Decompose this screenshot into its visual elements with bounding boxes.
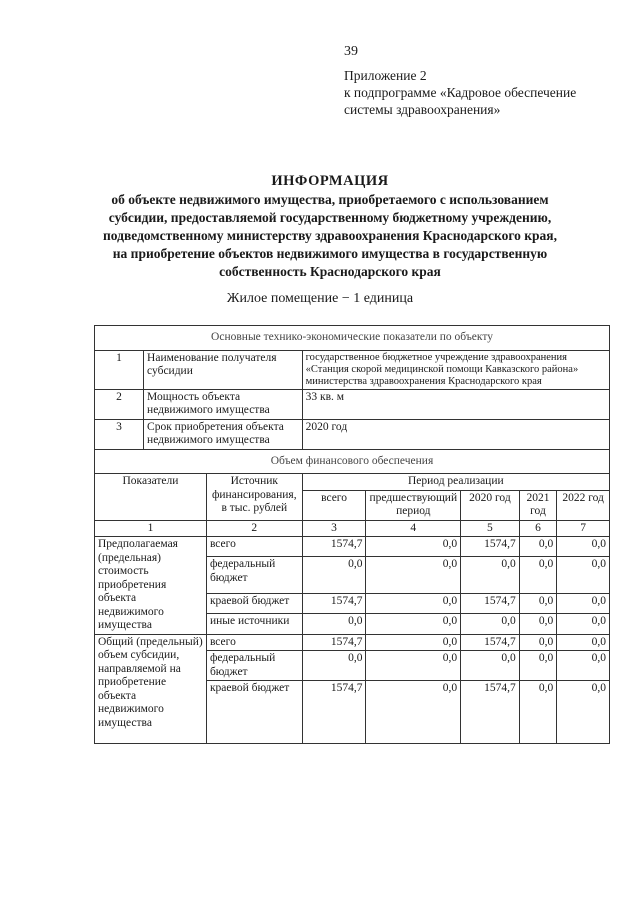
- row-label: Мощность объекта недвижимого имущества: [144, 389, 303, 419]
- section-header-row: [95, 326, 610, 351]
- value-2021: 0,0: [519, 537, 557, 557]
- value-2021: 0,0: [519, 681, 557, 744]
- value-2020: 1574,7: [461, 594, 520, 614]
- value-total: 1574,7: [302, 681, 366, 744]
- value-previous: 0,0: [366, 634, 461, 651]
- value-total: 0,0: [302, 614, 366, 634]
- column-header-previous: предшествующий период: [366, 490, 461, 520]
- value-2020: 1574,7: [461, 681, 520, 744]
- value-2020: 0,0: [461, 557, 520, 594]
- column-header-total: всего: [302, 490, 366, 520]
- table-row: [95, 350, 610, 389]
- row-value: 2020 год: [302, 419, 609, 449]
- source-label: всего: [206, 537, 302, 557]
- column-number: 7: [557, 520, 610, 537]
- value-2022: 0,0: [557, 594, 610, 614]
- column-header-period: Период реализации: [302, 474, 609, 491]
- value-2022: 0,0: [557, 557, 610, 594]
- row-label: Срок приобретения объекта недвижимого имущества: [144, 419, 303, 449]
- table-row: [95, 537, 610, 557]
- subtitle-line: на приобретение объектов недвижимого имущества в государственную: [112, 246, 548, 261]
- column-header-2020: 2020 год: [461, 490, 520, 520]
- column-number: 6: [519, 520, 557, 537]
- page-number: 39: [344, 44, 358, 59]
- appendix-line: Приложение 2: [344, 68, 427, 83]
- appendix-line: системы здравоохранения»: [344, 102, 501, 117]
- value-previous: 0,0: [366, 651, 461, 681]
- column-number: 1: [95, 520, 207, 537]
- column-header-2022: 2022 год: [557, 490, 610, 520]
- value-2021: 0,0: [519, 651, 557, 681]
- column-number: 5: [461, 520, 520, 537]
- column-number: 2: [206, 520, 302, 537]
- object-description: Жилое помещение − 1 единица: [226, 291, 414, 306]
- section-header: Основные технико-экономические показатели по объекту: [95, 326, 610, 351]
- value-total: 0,0: [302, 651, 366, 681]
- value-2022: 0,0: [557, 614, 610, 634]
- source-label: иные источники: [206, 614, 302, 634]
- appendix-note: [344, 67, 576, 118]
- row-number: 3: [95, 419, 144, 449]
- source-label: краевой бюджет: [206, 594, 302, 614]
- row-label: Наименование получателя субсидии: [144, 350, 303, 389]
- column-number-row: [95, 520, 610, 537]
- subtitle-line: об объекте недвижимого имущества, приобретаемого с использованием: [111, 192, 549, 207]
- document-heading: [60, 173, 600, 281]
- row-value: государственное бюджетное учреждение здравоохранения «Станция скорой медицинской помощи Кавказского района» министерства здравоохранения Краснодарского края: [302, 350, 609, 389]
- value-2022: 0,0: [557, 634, 610, 651]
- document-subtitle: [60, 191, 600, 281]
- column-number: 3: [302, 520, 366, 537]
- value-2020: 1574,7: [461, 634, 520, 651]
- value-2022: 0,0: [557, 537, 610, 557]
- row-number: 1: [95, 350, 144, 389]
- value-2022: 0,0: [557, 681, 610, 744]
- column-header-indicators: Показатели: [95, 474, 207, 521]
- value-2021: 0,0: [519, 614, 557, 634]
- column-number: 4: [366, 520, 461, 537]
- value-2021: 0,0: [519, 557, 557, 594]
- indicator-label: Общий (предельный) объем субсидии, направляемой на приобретение объекта недвижимого имущества: [95, 634, 207, 744]
- subtitle-line: подведомственному министерству здравоохранения Краснодарского края,: [103, 228, 557, 243]
- column-header-row: [95, 474, 610, 491]
- subtitle-line: собственность Краснодарского края: [219, 264, 441, 279]
- value-total: 1574,7: [302, 594, 366, 614]
- value-total: 1574,7: [302, 537, 366, 557]
- column-header-sources: Источник финансирования, в тыс. рублей: [206, 474, 302, 521]
- value-2022: 0,0: [557, 651, 610, 681]
- info-table: [94, 325, 610, 744]
- value-2021: 0,0: [519, 634, 557, 651]
- source-label: федеральный бюджет: [206, 651, 302, 681]
- value-2021: 0,0: [519, 594, 557, 614]
- value-2020: 0,0: [461, 651, 520, 681]
- source-label: всего: [206, 634, 302, 651]
- value-previous: 0,0: [366, 614, 461, 634]
- source-label: краевой бюджет: [206, 681, 302, 744]
- subtitle-line: субсидии, предоставляемой государственному бюджетному учреждению,: [108, 210, 552, 225]
- section-header-row: [95, 449, 610, 474]
- value-total: 1574,7: [302, 634, 366, 651]
- value-previous: 0,0: [366, 681, 461, 744]
- value-total: 0,0: [302, 557, 366, 594]
- value-2020: 0,0: [461, 614, 520, 634]
- value-2020: 1574,7: [461, 537, 520, 557]
- document-title: ИНФОРМАЦИЯ: [271, 173, 389, 189]
- table-row: [95, 634, 610, 651]
- table-row: [95, 419, 610, 449]
- table-row: [95, 389, 610, 419]
- value-previous: 0,0: [366, 557, 461, 594]
- source-label: федеральный бюджет: [206, 557, 302, 594]
- indicator-label: Предполагаемая (предельная) стоимость приобретения объекта недвижимого имущества: [95, 537, 207, 635]
- value-previous: 0,0: [366, 537, 461, 557]
- row-number: 2: [95, 389, 144, 419]
- section-header: Объем финансового обеспечения: [95, 449, 610, 474]
- column-header-2021: 2021 год: [519, 490, 557, 520]
- appendix-line: к подпрограмме «Кадровое обеспечение: [344, 85, 577, 100]
- value-previous: 0,0: [366, 594, 461, 614]
- row-value: 33 кв. м: [302, 389, 609, 419]
